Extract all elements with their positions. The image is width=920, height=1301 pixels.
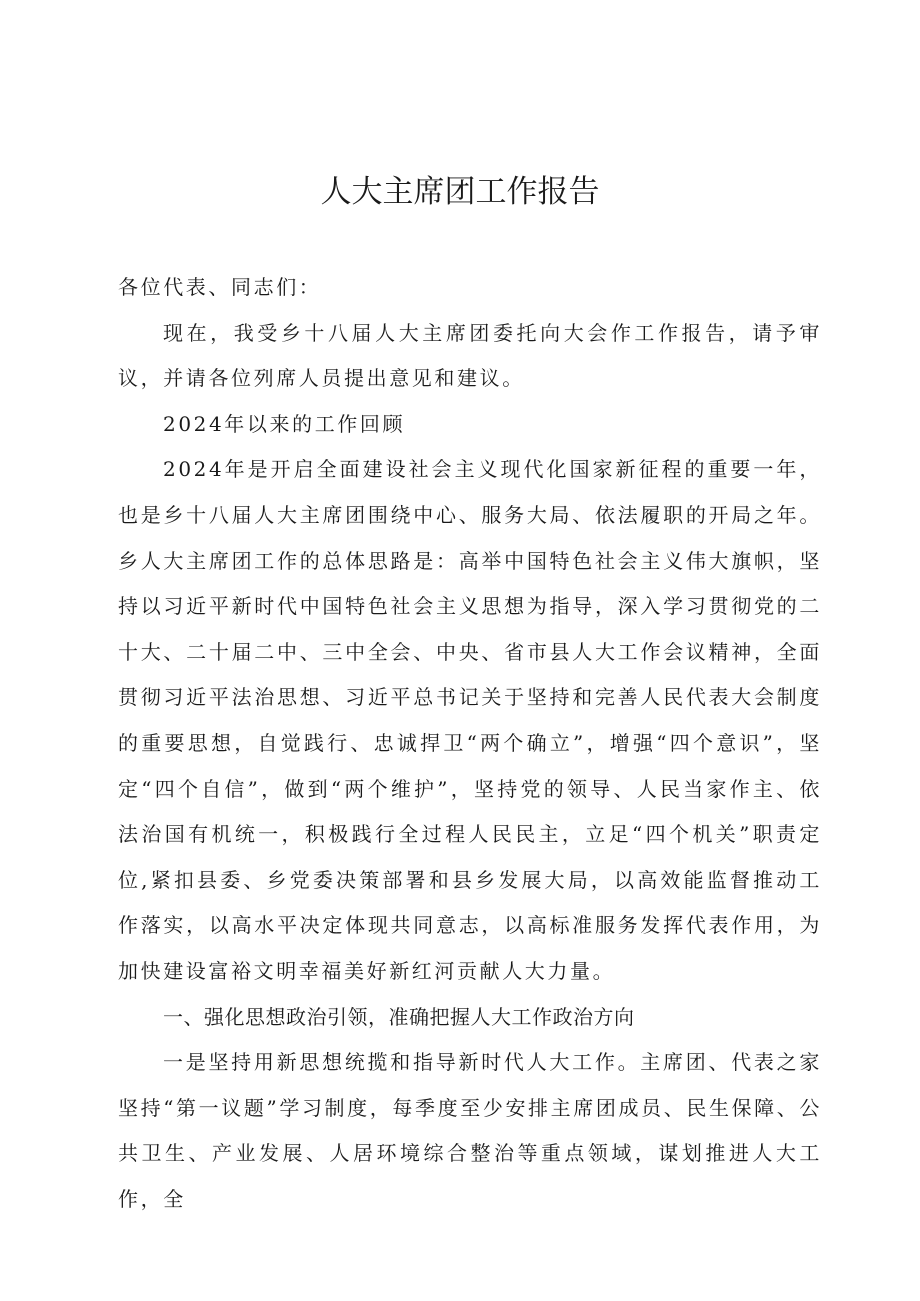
document-body <box>118 265 822 1222</box>
salutation: 各位代表、同志们： <box>118 275 322 299</box>
intro-paragraph: 现在，我受乡十八届人大主席团委托向大会作工作报告，请予审议，并请各位列席人员提出意见和建议。 <box>118 320 822 391</box>
section-1-paragraph: 一是坚持用新思想统揽和指导新时代人大工作。主席团、代表之家坚持“第一议题”学习制度，每季度至少安排主席团成员、民生保障、公共卫生、产业发展、人居环境综合整治等重点领域，谋划推进人大工作，全 <box>118 1050 822 1211</box>
review-paragraph: 2024年是开启全面建设社会主义现代化国家新征程的重要一年，也是乡十八届人大主席团围绕中心、服务大局、依法履职的开局之年。乡人大主席团工作的总体思路是：高举中国特色社会主义伟大旗帜，坚持以习近平新时代中国特色社会主义思想为指导，深入学习贯彻党的二十大、二十届二中、三中全会、中央、省市县人大工作会议精神，全面贯彻习近平法治思想、习近平总书记关于坚持和完善人民代表大会制度的重要思想，自觉践行、忠诚捍卫“两个确立”，增强“四个意识”，坚定“四个自信”，做到“两个维护”，坚持党的领导、人民当家作主、依法治国有机统一，积极践行全过程人民民主，立足“四个机关”职责定位,紧扣县委、乡党委决策部署和县乡发展大局，以高效能监督推动工作落实，以高水平决定体现共同意志，以高标准服务发挥代表作用，为加快建设富裕文明幸福美好新红河贡献人大力量。 <box>118 457 822 983</box>
section-1-heading: 一、强化思想政治引领，准确把握人大工作政治方向 <box>163 1004 635 1029</box>
document-title: 人大主席团工作报告 <box>320 174 600 210</box>
review-subheading: 2024年以来的工作回顾 <box>163 411 406 436</box>
